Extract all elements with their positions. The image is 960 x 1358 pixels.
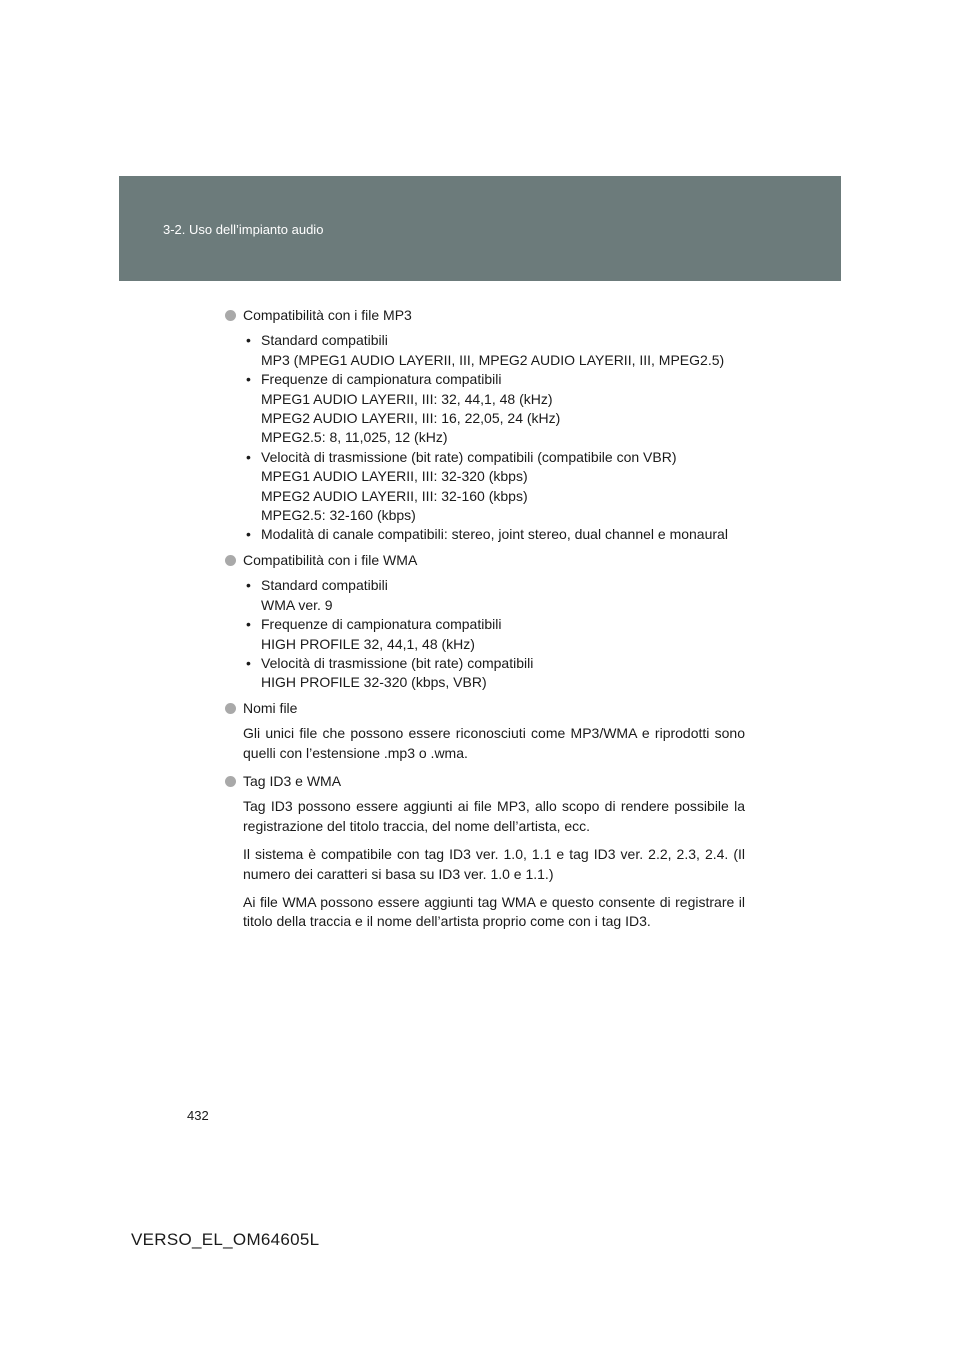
topic-title: Compatibilità con i file MP3	[243, 307, 412, 323]
topic-wma-body	[225, 576, 745, 692]
list-item: • Velocità di trasmissione (bit rate) compatibili (compatibile con VBR) MPEG1 AUDIO LAYERII, III: 32-320 (kbps) MPEG2 AUDIO LAYERII, III: 32-160 (kbps) MPEG2.5: 32-160 (kbps)	[246, 448, 677, 524]
paragraph: Gli unici file che possono essere riconosciuti come MP3/WMA e riprodotti sono quelli con l’estensione .mp3 o .wma.	[243, 725, 745, 761]
bullet-dot-icon	[225, 555, 236, 566]
list-item: • Standard compatibili WMA ver. 9	[246, 577, 388, 613]
list-item: • Modalità di canale compatibili: stereo, joint stereo, dual channel e monaural	[243, 525, 745, 544]
list-item: • Frequenze di campionatura compatibili HIGH PROFILE 32, 44,1, 48 (kHz)	[246, 616, 502, 652]
paragraph: Il sistema è compatibile con tag ID3 ver. 1.0, 1.1 e tag ID3 ver. 2.2, 2.3, 2.4. (Il numero dei caratteri si basa su ID3 ver. 1.0 e 1.1.)	[243, 846, 745, 882]
topic-filenames-heading	[225, 699, 745, 718]
bullet-marker-icon: •	[246, 526, 251, 543]
bullet-marker-icon: •	[246, 654, 251, 671]
page-number: 432	[187, 1108, 209, 1123]
paragraph: Ai file WMA possono essere aggiunti tag WMA e questo consente di registrare il titolo della traccia e il nome dell’artista proprio come con i tag ID3.	[243, 893, 745, 930]
document-code: VERSO_EL_OM64605L	[131, 1230, 320, 1249]
section-header-band	[119, 176, 841, 281]
list-item: • Velocità di trasmissione (bit rate) compatibili HIGH PROFILE 32-320 (kbps, VBR)	[246, 654, 534, 691]
list-item: • Frequenze di campionatura compatibili MPEG1 AUDIO LAYERII, III: 32, 44,1, 48 (kHz) MPEG2 AUDIO LAYERII, III: 16, 22,05, 24 (kHz) MPEG2.5: 8, 11,025, 12 (kHz)	[246, 371, 561, 446]
bullet-marker-icon: •	[246, 577, 251, 594]
topic-filenames-body	[225, 724, 745, 763]
topic-tags-heading	[225, 772, 745, 791]
bullet-marker-icon: •	[246, 332, 251, 349]
bullet-dot-icon	[225, 776, 236, 787]
bullet-dot-icon	[225, 703, 236, 714]
topic-mp3-body	[225, 331, 745, 544]
bullet-marker-icon: •	[246, 616, 251, 633]
bullet-marker-icon: •	[246, 448, 251, 465]
topic-title: Tag ID3 e WMA	[243, 772, 342, 789]
topic-title: Compatibilità con i file WMA	[243, 551, 418, 568]
topic-mp3-heading	[225, 306, 745, 325]
bullet-dot-icon	[225, 310, 236, 321]
paragraph: Tag ID3 possono essere aggiunti ai file MP3, allo scopo di rendere possibile la registrazione del titolo traccia, del nome dell’artista, ecc.	[243, 798, 745, 834]
section-title: 3-2. Uso dell’impianto audio	[163, 222, 324, 237]
page-content	[225, 306, 745, 941]
bullet-marker-icon: •	[246, 371, 251, 388]
topic-wma-heading	[225, 551, 745, 570]
list-item: • Standard compatibili MP3 (MPEG1 AUDIO LAYERII, III, MPEG2 AUDIO LAYERII, III, MPEG2.5)	[246, 332, 725, 368]
topic-title: Nomi file	[243, 699, 298, 716]
topic-tags-body	[225, 797, 745, 931]
